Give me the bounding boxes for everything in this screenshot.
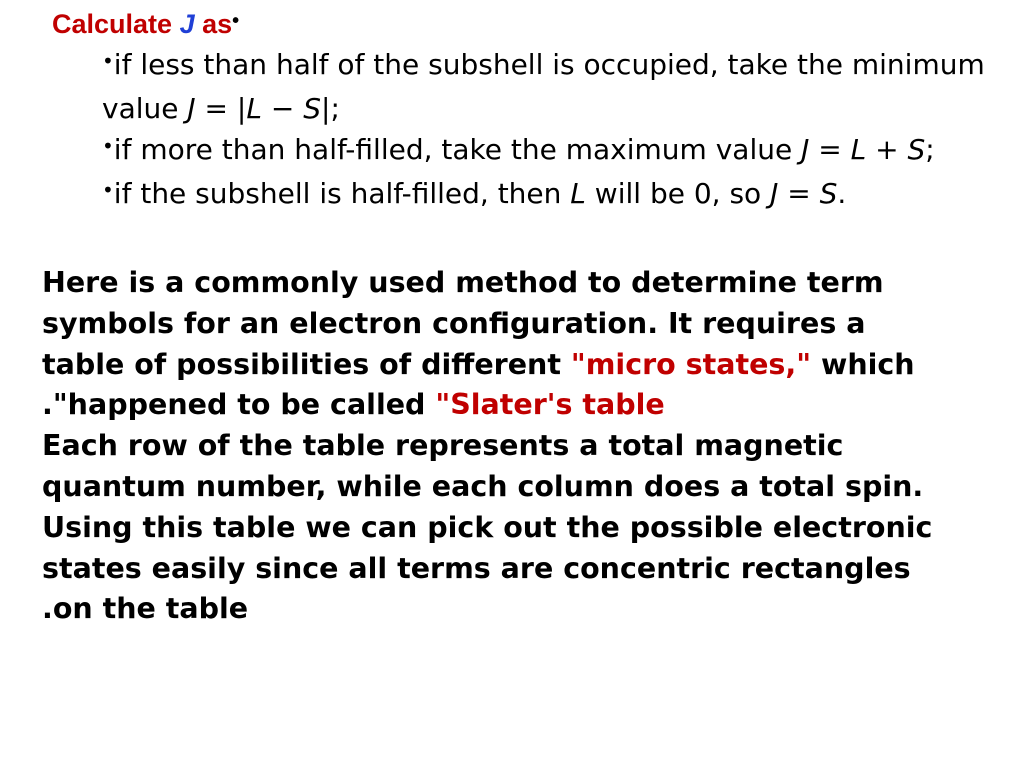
rule-text: . xyxy=(837,177,847,210)
paragraph-method xyxy=(42,263,1002,426)
rules-list xyxy=(102,44,1002,217)
text-line xyxy=(42,385,1002,426)
heading-text-end: as xyxy=(194,9,233,39)
bullet-icon: • xyxy=(102,178,114,202)
text-segment: which xyxy=(811,347,915,381)
bullet-icon: • xyxy=(102,49,114,73)
math-variable: L xyxy=(570,177,586,210)
text-line: symbols for an electron configuration. It requires a xyxy=(42,306,866,340)
text-segment: ."happened to be called xyxy=(42,388,436,422)
math-variable: J xyxy=(770,177,779,210)
rule-text: if less than half of the subshell is occupied, take the minimum value xyxy=(102,48,985,125)
math-variable: J xyxy=(801,133,810,166)
heading xyxy=(52,6,239,45)
math-variable: S xyxy=(303,92,322,125)
rule-item xyxy=(102,44,1002,129)
text-line: Using this table we can pick out the possible electronic xyxy=(42,510,933,544)
rule-text: will be 0, so xyxy=(585,177,771,210)
rule-text: if the subshell is half-filled, then xyxy=(113,177,571,210)
rule-text: ; xyxy=(925,133,935,166)
text-line: Here is a commonly used method to determine term xyxy=(42,266,884,299)
math-variable: S xyxy=(907,133,926,166)
math-variable: L xyxy=(850,133,867,166)
rule-item xyxy=(102,173,1002,217)
text-segment: table of possibilities of different xyxy=(42,347,571,381)
highlight-micro-states: "micro states," xyxy=(570,347,812,381)
rule-text: = xyxy=(778,177,820,210)
rule-text: if more than half-filled, take the maximum value xyxy=(113,133,802,166)
rule-text: |; xyxy=(321,92,340,125)
body-text xyxy=(42,263,1002,630)
math-variable: S xyxy=(819,177,838,210)
heading-text: Calculate xyxy=(52,9,180,39)
text-line: Each row of the table represents a total magnetic xyxy=(42,429,844,463)
text-line: quantum number, while each column does a total spin. xyxy=(42,469,924,503)
paragraph-table-description xyxy=(42,426,1002,630)
text-line xyxy=(42,345,1002,386)
rule-item xyxy=(102,129,1002,173)
rule-text: + xyxy=(866,133,908,166)
rule-text: = xyxy=(809,133,851,166)
bullet-icon: • xyxy=(102,134,114,158)
rule-text: = | xyxy=(195,92,247,125)
math-variable: J xyxy=(187,92,196,125)
math-variable: L xyxy=(246,92,262,125)
rule-text: − xyxy=(261,92,304,125)
heading-variable: J xyxy=(179,9,195,39)
bullet-icon: • xyxy=(232,10,240,32)
text-line: .on the table xyxy=(42,592,249,626)
text-line: states easily since all terms are concentric rectangles xyxy=(42,551,911,585)
highlight-slaters-table: "Slater's table xyxy=(435,388,665,422)
